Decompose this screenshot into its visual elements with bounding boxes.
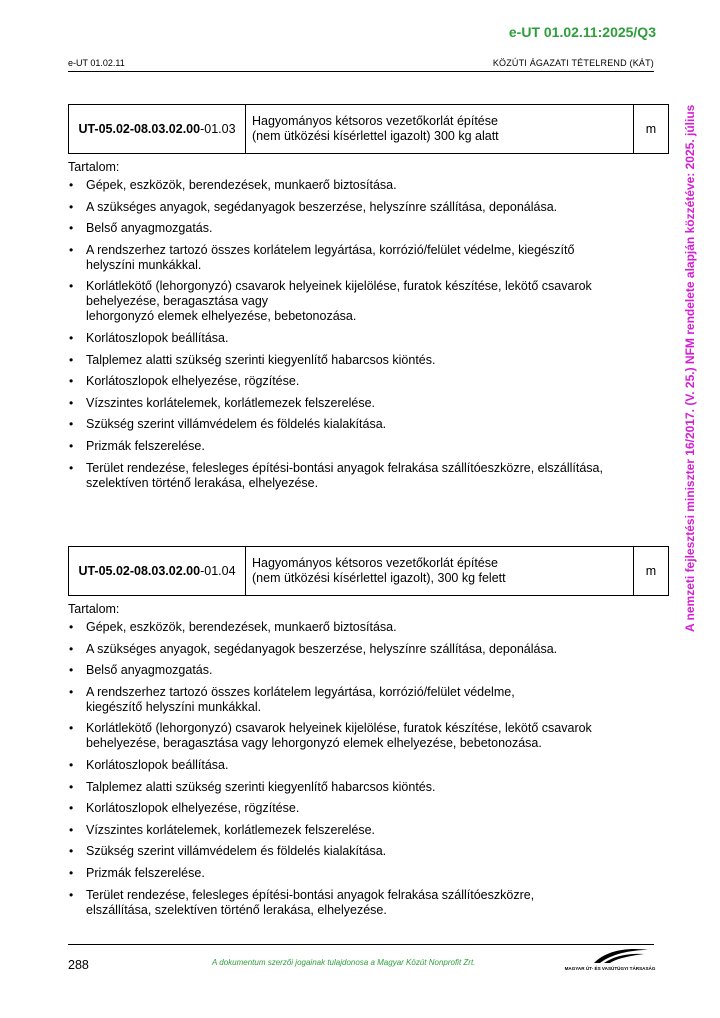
content-label: Tartalom: [68,160,120,174]
list-item [68,780,666,795]
header-right: KÖZÚTI ÁGAZATI TÉTELREND (KÁT) [492,58,654,68]
bullet-icon: • [69,822,74,837]
item-code-suffix: -01.03 [200,122,236,136]
bullet-icon: • [69,279,74,294]
list-item [68,178,666,193]
list-item-text: A szükséges anyagok, segédanyagok beszerzése, helyszínre szállítása, deponálása. [86,199,558,214]
list-item-text: Belső anyagmozgatás. [86,221,213,236]
list-item [68,353,666,368]
list-item [68,888,666,918]
list-item [68,243,666,273]
list-item-text: Szükség szerint villámvédelem és földelés kialakítása. [86,844,387,859]
list-item-text: Prizmák felszerelése. [86,865,205,880]
list-item [68,200,666,215]
list-item [68,844,666,859]
list-item-text: Szükség szerint villámvédelem és földelés kialakítása. [86,417,387,432]
bullet-icon: • [69,663,74,678]
bullet-icon: • [69,641,74,656]
header-rule [68,71,654,72]
item-header-table [68,546,669,596]
header-left: e-UT 01.02.11 [68,58,125,68]
footer-copyright: A dokumentum szerzői jogainak tulajdonosa a Magyar Közút Nonprofit Zrt. [212,958,476,967]
bullet-icon: • [69,887,74,902]
item-code [69,105,246,154]
list-item-text: Korlátlekötő (lehorgonyzó) csavarok helyeinek kijelölése, furatok készítése, lekötő csavarok behelyezése, beragasztása vagy lehorgonyzó elemek elhelyezése, bebetonozása. [86,721,592,751]
list-item [68,866,666,881]
swoosh-logo-icon [564,947,656,965]
footer-logo [564,947,656,971]
item-description [246,547,634,596]
item-description [246,105,634,154]
bullet-icon: • [69,684,74,699]
item-description-line: (nem ütközési kísérlettel igazolt), 300 kg felett [252,571,506,585]
bullet-icon: • [69,330,74,345]
item-header-table [68,104,669,154]
list-item [68,396,666,411]
list-item [68,461,666,491]
list-item-text: A szükséges anyagok, segédanyagok beszerzése, helyszínre szállítása, deponálása. [86,641,558,656]
list-item [68,439,666,454]
item-description-line: (nem ütközési kísérlettel igazolt) 300 kg alatt [252,129,499,143]
content-label: Tartalom: [68,602,120,616]
side-publication-note: A nemzeti fejlesztési miniszter 16/2017. (V. 25.) NFM rendelete alapján közzétéve: 2025. július [683,104,697,632]
list-item-text: Gépek, eszközök, berendezések, munkaerő biztosítása. [86,178,397,192]
list-item-text: Korlátoszlopok beállítása. [86,330,229,345]
list-item [68,417,666,432]
bullet-icon: • [69,620,74,634]
list-item-text: Terület rendezése, felesleges építési-bontási anyagok felrakása szállítóeszközre, elszállítása, szelektíven történő lerakása, elhelyezése. [86,887,535,917]
list-item [68,374,666,389]
list-item-text: Belső anyagmozgatás. [86,663,213,678]
list-item [68,221,666,236]
item-code-main: UT-05.02-08.03.02.00 [78,564,201,578]
list-item-text: A rendszerhez tartozó összes korlátelem legyártása, korrózió/felület védelme, kiegészítő helyszíni munkákkal. [86,242,575,272]
bullet-icon: • [69,460,74,475]
list-item [68,823,666,838]
page-number: 288 [68,958,89,972]
list-item [68,801,666,816]
bullet-icon: • [69,221,74,236]
item-section-1 [68,104,669,497]
item-description-line: Hagyományos kétsoros vezetőkorlát építése [252,114,498,128]
list-item-text: Vízszintes korlátelemek, korlátlemezek felszerelése. [86,395,376,410]
list-item-text: Gépek, eszközök, berendezések, munkaerő biztosítása. [86,620,397,634]
item-description-line: Hagyományos kétsoros vezetőkorlát építése [252,556,498,570]
content-list [68,178,669,491]
bullet-icon: • [69,801,74,816]
bullet-icon: • [69,395,74,410]
list-item-text: Prizmák felszerelése. [86,438,205,453]
list-item-text: Korlátoszlopok elhelyezése, rögzítése. [86,801,300,816]
bullet-icon: • [69,721,74,736]
list-item [68,642,666,657]
content-list [68,620,669,918]
item-code-main: UT-05.02-08.03.02.00 [78,122,201,136]
bullet-icon: • [69,844,74,859]
list-item-text: Talplemez alatti szükség szerinti kiegyenlítő habarcsos kiöntés. [86,779,436,794]
list-item [68,685,666,715]
list-item-text: Korlátlekötő (lehorgonyzó) csavarok helyeinek kijelölése, furatok készítése, lekötő csavarok behelyezése, beragasztása vagy lehorgonyzó elemek elhelyezése, bebetonozása. [86,279,592,324]
list-item-text: Korlátoszlopok beállítása. [86,757,229,772]
list-item-text: Vízszintes korlátelemek, korlátlemezek felszerelése. [86,822,376,837]
item-code [69,547,246,596]
list-item [68,331,666,346]
list-item [68,620,666,635]
bullet-icon: • [69,374,74,389]
list-item-text: Korlátoszlopok elhelyezése, rögzítése. [86,374,300,389]
bullet-icon: • [69,757,74,772]
footer-rule [68,944,654,945]
item-code-suffix: -01.04 [200,564,236,578]
item-unit: m [634,547,669,596]
list-item [68,663,666,678]
bullet-icon: • [69,779,74,794]
bullet-icon: • [69,178,74,192]
bullet-icon: • [69,352,74,367]
list-item-text: A rendszerhez tartozó összes korlátelem legyártása, korrózió/felület védelme, kiegészítő helyszíni munkákkal. [86,684,515,714]
doc-code: e-UT 01.02.11:2025/Q3 [508,24,656,40]
list-item [68,279,666,324]
bullet-icon: • [69,438,74,453]
bullet-icon: • [69,199,74,214]
list-item-text: Talplemez alatti szükség szerinti kiegyenlítő habarcsos kiöntés. [86,352,436,367]
item-unit: m [634,105,669,154]
list-item [68,721,666,751]
bullet-icon: • [69,242,74,257]
list-item [68,758,666,773]
item-section-2 [68,546,669,924]
bullet-icon: • [69,865,74,880]
bullet-icon: • [69,417,74,432]
logo-text: MAGYAR ÚT- ÉS VASÚTÜGYI TÁRSASÁG [564,966,656,971]
list-item-text: Terület rendezése, felesleges építési-bontási anyagok felrakása szállítóeszközre, elszállítása, szelektíven történő lerakása, elhelyezése. [86,460,603,490]
